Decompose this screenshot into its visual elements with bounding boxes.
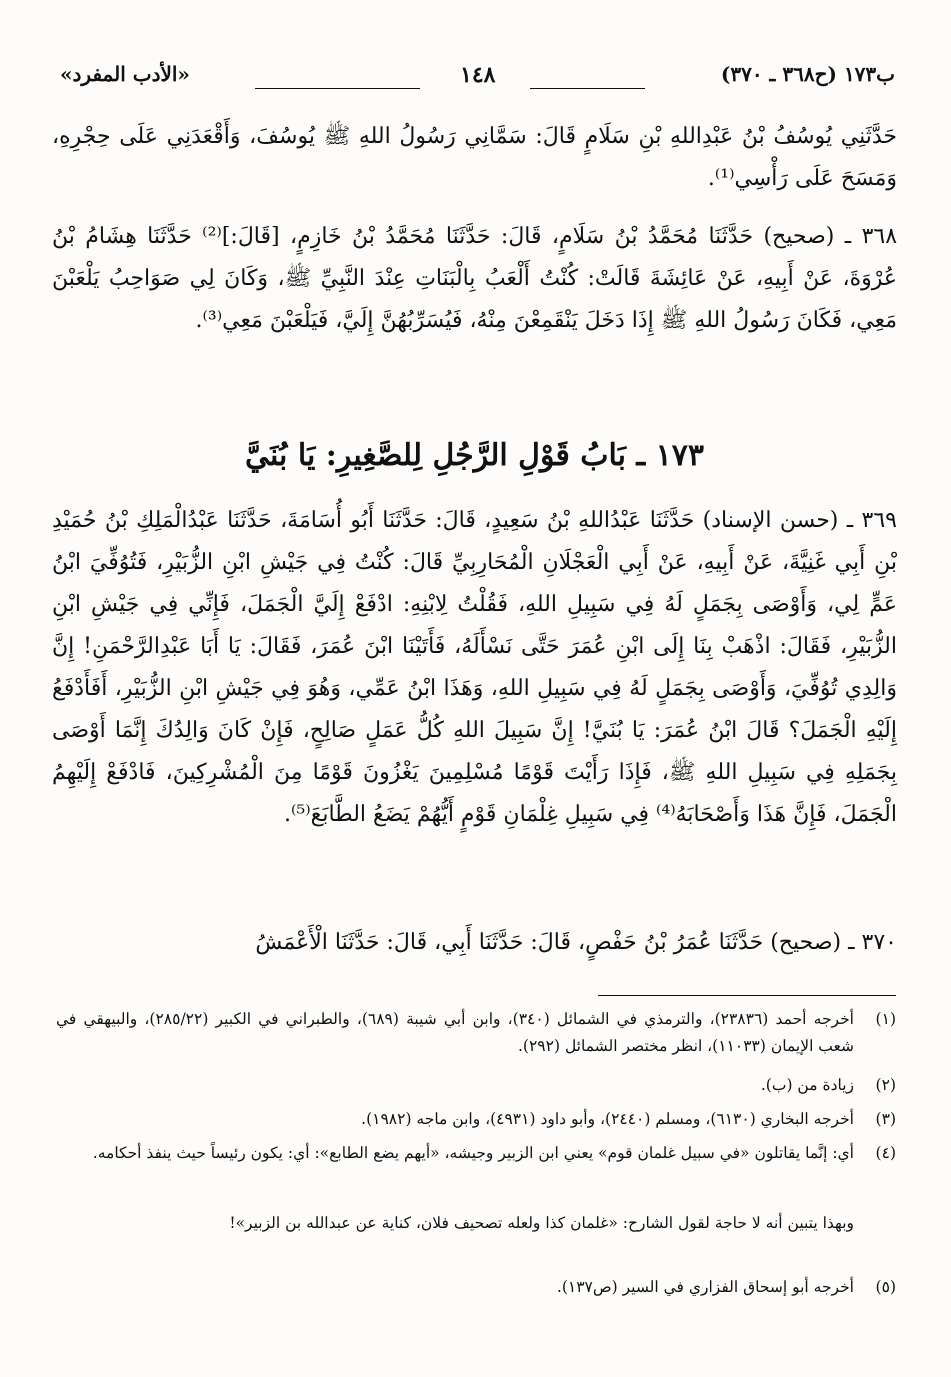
footnote-number: (١) <box>875 1010 896 1028</box>
footnote-number: (٥) <box>875 1278 896 1296</box>
footnote-continuation <box>56 1210 896 1237</box>
footnote-text: أخرجه البخاري (٦١٣٠)، ومسلم (٢٤٤٠)، وأبو داود (٤٩٣١)، وابن ماجه (١٩٨٢). <box>361 1110 854 1128</box>
footnote-number: (٣) <box>875 1110 896 1128</box>
book-title: «الأدب المفرد» <box>60 62 190 86</box>
header-rule-right <box>530 88 645 89</box>
paragraph-hadith-370: ٣٧٠ ـ (صحيح) حَدَّثَنَا عُمَرُ بْنُ حَفْصٍ، قَالَ: حَدَّثَنَا أَبِي، قَالَ: حَدَّثَنَا الْأَعْمَشُ <box>255 930 897 955</box>
footnote-number: (٤) <box>875 1144 896 1162</box>
footnote <box>56 1072 896 1099</box>
footnote <box>56 1140 896 1167</box>
footnote-text: أي: إنَّما يقاتلون «في سبيل غلمان قوم» يعني ابن الزبير وجيشه، «أيهم يضع الطابع»: أي: يكون رئيساً حيث ينفذ أحكامه. <box>92 1144 854 1162</box>
footnote <box>56 1106 896 1133</box>
running-header <box>60 62 895 98</box>
footnote <box>56 1006 896 1060</box>
header-rule-left <box>255 88 420 89</box>
footnote-number: (٢) <box>875 1076 896 1094</box>
chapter-heading: ١٧٣ ـ بَابُ قَوْلِ الرَّجُلِ لِلصَّغِيرِ: يَا بُنَيَّ <box>244 438 705 473</box>
footnote-text: وبهذا يتبين أنه لا حاجة لقول الشارح: «غلمان كذا ولعله تصحيف فلان، كناية عن عبدالله بن الزبير»! <box>229 1214 854 1232</box>
chapter-reference: ب١٧٣ (ح٣٦٨ ـ ٣٧٠) <box>720 62 895 86</box>
footnote-text: أخرجه أبو إسحاق الفزاري في السير (ص١٣٧). <box>556 1278 854 1296</box>
paragraph-hadith-368: ٣٦٨ ـ (صحيح) حَدَّثَنَا مُحَمَّدُ بْنُ سَلَامٍ، قَالَ: حَدَّثَنَا مُحَمَّدُ بْنُ خَازِمٍ، [قَالَ:]⁽²⁾ حَدَّثَنَا هِشَامُ بْنُ عُرْوَةَ، عَنْ أَبِيهِ، عَنْ عَائِشَةَ قَالَتْ: كُنْتُ أَلْعَبُ بِالْبَنَاتِ عِنْدَ النَّبِيِّ ﷺ، وَكَانَ لِي صَوَاحِبُ يَلْعَبْنَ مَعِي، فَكَانَ رَسُولُ اللهِ ﷺ إِذَا دَخَلَ يَنْقَمِعْنَ مِنْهُ، فَيُسَرِّبُهُنَّ إِلَيَّ، فَيَلْعَبْنَ مَعِي⁽³⁾. <box>52 224 898 333</box>
footnote <box>56 1274 896 1301</box>
page-number: ١٤٨ <box>460 62 496 88</box>
footnote-text: زيادة من (ب). <box>760 1076 854 1094</box>
paragraph-hadith-369: ٣٦٩ ـ (حسن الإسناد) حَدَّثَنَا عَبْدُاللهِ بْنُ سَعِيدٍ، قَالَ: حَدَّثَنَا أَبُو أُسَامَةَ، حَدَّثَنَا عَبْدُالْمَلِكِ بْنُ حُمَيْدِ بْنِ أَبِي غَنِيَّةَ، عَنْ أَبِيهِ، عَنْ أَبِي الْعَجْلَانِ الْمُحَارِبِيِّ قَالَ: كُنْتُ فِي جَيْشِ ابْنِ الزُّبَيْرِ، فَتُوُفِّيَ ابْنُ عَمٍّ لِي، وَأَوْصَى بِجَمَلٍ لَهُ فِي سَبِيلِ اللهِ، فَقُلْتُ لِابْنِهِ: ادْفَعْ إِلَيَّ الْجَمَلَ، فَإِنِّي فِي جَيْشِ ابْنِ الزُّبَيْرِ، فَقَالَ: اذْهَبْ بِنَا إِلَى ابْنِ عُمَرَ حَتَّى نَسْأَلَهُ، فَأَتَيْنَا ابْنَ عُمَرَ، فَقَالَ: يَا أَبَا عَبْدِالرَّحْمَنِ! إِنَّ وَالِدِي تُوُفِّيَ، وَأَوْصَى بِجَمَلٍ لَهُ فِي سَبِيلِ اللهِ، وَهَذَا ابْنُ عَمِّي، وَهُوَ فِي جَيْشِ ابْنِ الزُّبَيْرِ، أَفَأَدْفَعُ إِلَيْهِ الْجَمَلَ؟ قَالَ ابْنُ عُمَرَ: يَا بُنَيَّ! إِنَّ سَبِيلَ اللهِ كُلُّ عَمَلٍ صَالِحٍ، فَإِنْ كَانَ وَالِدُكَ إِنَّمَا أَوْصَى بِجَمَلِهِ فِي سَبِيلِ اللهِ ﷺ، فَإِذَا رَأَيْتَ قَوْمًا مُسْلِمِينَ يَغْزُونَ قَوْمًا مِنَ الْمُشْرِكِينَ، فَادْفَعْ إِلَيْهِمُ الْجَمَلَ، فَإِنَّ هَذَا وَأَصْحَابَهُ⁽⁴⁾ فِي سَبِيلِ غِلْمَانِ قَوْمٍ أَيُّهُمْ يَضَعُ الطَّابَعَ⁽⁵⁾. <box>52 508 897 827</box>
paragraph-hadith-367-end: حَدَّثَنِي يُوسُفُ بْنُ عَبْدِاللهِ بْنِ سَلَامٍ قَالَ: سَمَّانِي رَسُولُ اللهِ ﷺ يُوسُفَ، وَأَقْعَدَنِي عَلَى حِجْرِهِ، وَمَسَحَ عَلَى رَأْسِي⁽¹⁾. <box>52 124 897 191</box>
footnote-text: أخرجه أحمد (٢٣٨٣٦)، والترمذي في الشمائل (٣٤٠)، وابن أبي شيبة (٦٨٩)، والطبراني في الكبير (٢٨٥/٢٢)، والبيهقي في شعب الإيمان (١١٠٣٣)، انظر مختصر الشمائل (٢٩٢). <box>56 1010 854 1055</box>
footnote-separator <box>598 995 896 996</box>
